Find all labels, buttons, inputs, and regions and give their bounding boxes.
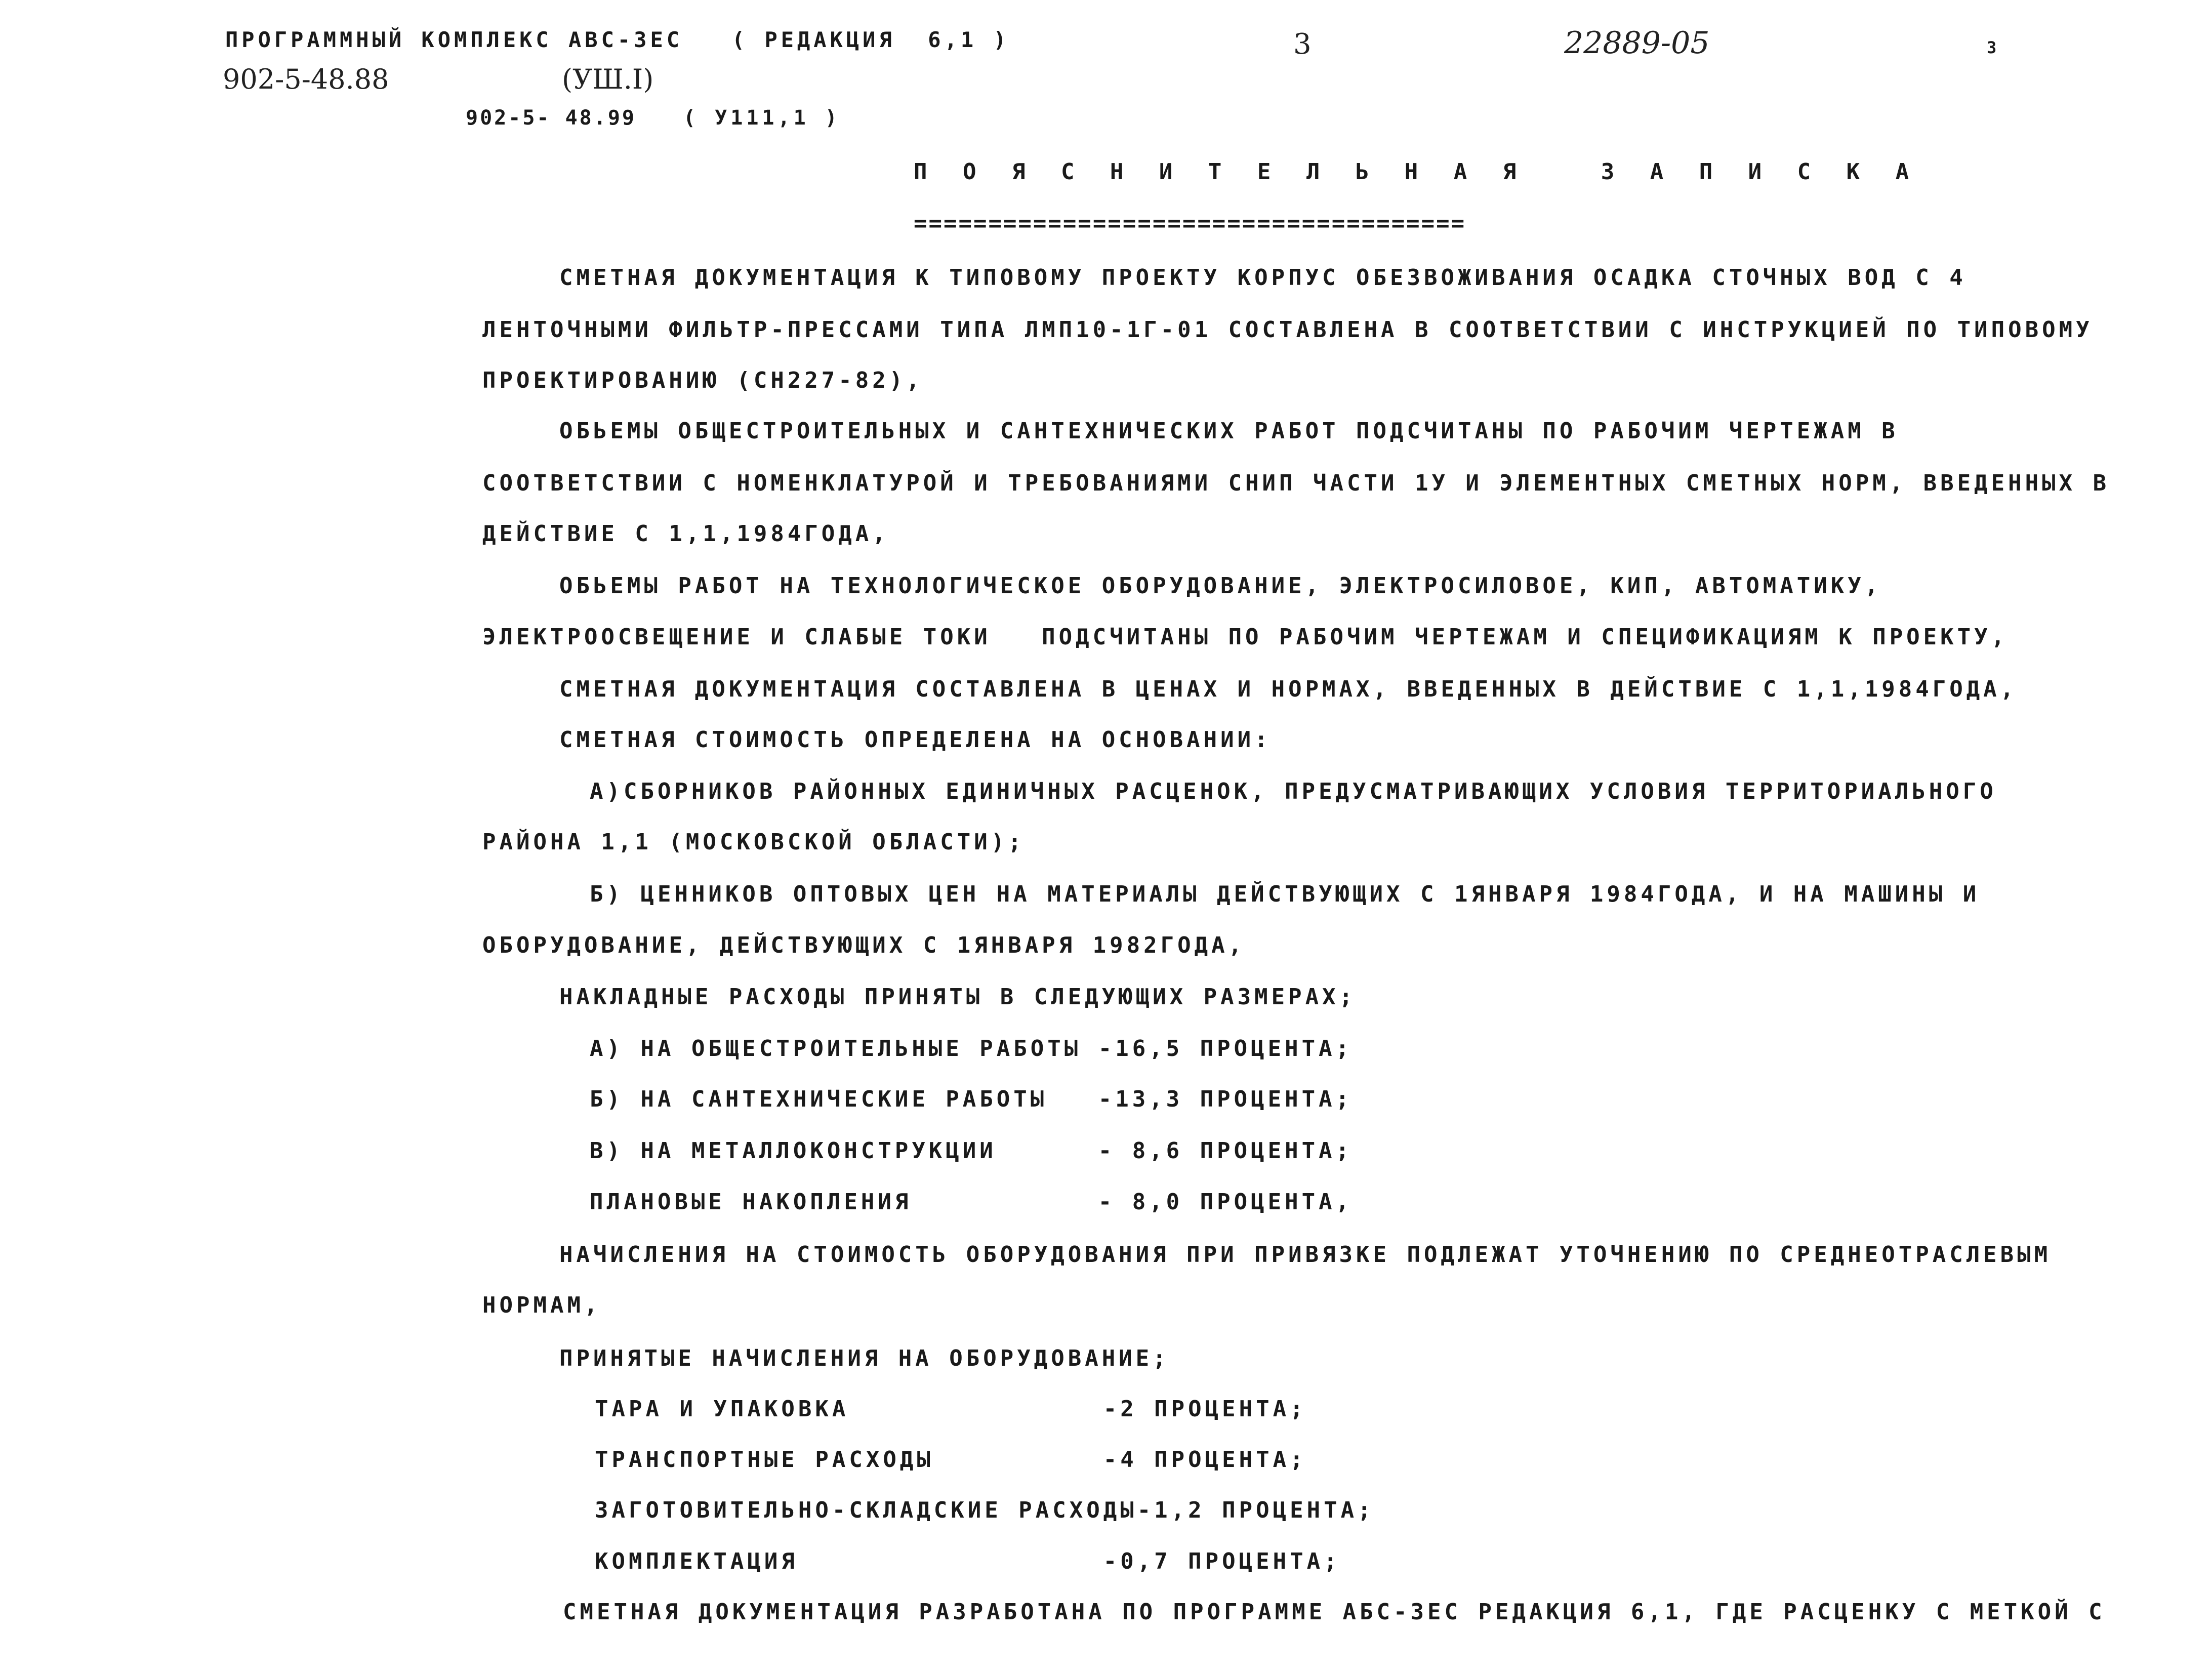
body-line: КОМПЛЕКТАЦИЯ -0,7 ПРОЦЕНТА; bbox=[595, 1548, 1341, 1574]
project-code: 902-5-48.88 bbox=[223, 63, 389, 95]
project-code-2: 902-5- 48.99 bbox=[466, 106, 636, 130]
page-number: 3 bbox=[1293, 28, 1312, 61]
body-line: ЛЕНТОЧНЫМИ ФИЛЬТР-ПРЕССАМИ ТИПА ЛМП10-1Г-01 СОСТАВЛЕНА В СООТВЕТСТВИИ С ИНСТРУКЦИЕЙ ПО ТИПОВОМУ bbox=[482, 317, 2093, 343]
body-line: Б) ЦЕННИКОВ ОПТОВЫХ ЦЕН НА МАТЕРИАЛЫ ДЕЙСТВУЮЩИХ С 1ЯНВАРЯ 1984ГОДА, И НА МАШИНЫ И bbox=[590, 881, 1980, 907]
program-header: ПРОГРАММНЫЙ КОМПЛЕКС АВС-3ЕС ( РЕДАКЦИЯ 6,1 ) bbox=[225, 27, 1010, 52]
body-line: РАЙОНА 1,1 (МОСКОВСКОЙ ОБЛАСТИ); bbox=[482, 829, 1025, 855]
body-line: ДЕЙСТВИЕ С 1,1,1984ГОДА, bbox=[482, 521, 889, 547]
document-number: 22889-05 bbox=[1564, 25, 1710, 61]
body-line: А)СБОРНИКОВ РАЙОННЫХ ЕДИНИЧНЫХ РАСЦЕНОК, ПРЕДУСМАТРИВАЮЩИХ УСЛОВИЯ ТЕРРИТОРИАЛЬНОГО bbox=[590, 779, 1997, 804]
body-line: ПРОЕКТИРОВАНИЮ (СН227-82), bbox=[482, 368, 923, 393]
body-line: НАКЛАДНЫЕ РАСХОДЫ ПРИНЯТЫ В СЛЕДУЮЩИХ РАЗМЕРАХ; bbox=[559, 984, 1357, 1010]
body-line: ПРИНЯТЫЕ НАЧИСЛЕНИЯ НА ОБОРУДОВАНИЕ; bbox=[559, 1345, 1170, 1371]
volume-code: (УШ.I) bbox=[562, 63, 654, 95]
body-line: НОРМАМ, bbox=[482, 1292, 601, 1318]
corner-page-number: 3 bbox=[1987, 38, 2000, 57]
body-line: А) НА ОБЩЕСТРОИТЕЛЬНЫЕ РАБОТЫ -16,5 ПРОЦЕНТА; bbox=[590, 1036, 1353, 1061]
body-line: ОБЬЕМЫ ОБЩЕСТРОИТЕЛЬНЫХ И САНТЕХНИЧЕСКИХ РАБОТ ПОДСЧИТАНЫ ПО РАБОЧИМ ЧЕРТЕЖАМ В bbox=[559, 418, 1899, 444]
document-title: П О Я С Н И Т Е Л Ь Н А Я З А П И С К А bbox=[914, 159, 1920, 185]
body-line: ПЛАНОВЫЕ НАКОПЛЕНИЯ - 8,0 ПРОЦЕНТА, bbox=[590, 1189, 1353, 1215]
body-line: СМЕТНАЯ ДОКУМЕНТАЦИЯ К ТИПОВОМУ ПРОЕКТУ КОРПУС ОБЕЗВОЖИВАНИЯ ОСАДКА СТОЧНЫХ ВОД С 4 bbox=[559, 265, 1967, 291]
body-line: ЗАГОТОВИТЕЛЬНО-СКЛАДСКИЕ РАСХОДЫ-1,2 ПРОЦЕНТА; bbox=[595, 1497, 1375, 1523]
body-line: ОБОРУДОВАНИЕ, ДЕЙСТВУЮЩИХ С 1ЯНВАРЯ 1982ГОДА, bbox=[482, 932, 1246, 958]
body-line: СМЕТНАЯ ДОКУМЕНТАЦИЯ РАЗРАБОТАНА ПО ПРОГРАММЕ АБС-3ЕС РЕДАКЦИЯ 6,1, ГДЕ РАСЦЕНКУ С МЕТКОЙ С bbox=[563, 1599, 2106, 1625]
body-line: СООТВЕТСТВИИ С НОМЕНКЛАТУРОЙ И ТРЕБОВАНИЯМИ СНИП ЧАСТИ 1У И ЭЛЕМЕНТНЫХ СМЕТНЫХ НОРМ, ВВЕДЕННЫХ В bbox=[482, 470, 2110, 496]
body-line: СМЕТНАЯ ДОКУМЕНТАЦИЯ СОСТАВЛЕНА В ЦЕНАХ И НОРМАХ, ВВЕДЕННЫХ В ДЕЙСТВИЕ С 1,1,1984ГОДА, bbox=[559, 676, 2018, 702]
body-line: СМЕТНАЯ СТОИМОСТЬ ОПРЕДЕЛЕНА НА ОСНОВАНИИ: bbox=[559, 727, 1272, 753]
body-line: В) НА МЕТАЛЛОКОНСТРУКЦИИ - 8,6 ПРОЦЕНТА; bbox=[590, 1138, 1353, 1164]
body-line: ЭЛЕКТРООСВЕЩЕНИЕ И СЛАБЫЕ ТОКИ ПОДСЧИТАНЫ ПО РАБОЧИМ ЧЕРТЕЖАМ И СПЕЦИФИКАЦИЯМ К ПРОЕКТУ, bbox=[482, 624, 2009, 650]
body-line: ТРАНСПОРТНЫЕ РАСХОДЫ -4 ПРОЦЕНТА; bbox=[595, 1447, 1307, 1473]
body-line: ОБЬЕМЫ РАБОТ НА ТЕХНОЛОГИЧЕСКОЕ ОБОРУДОВАНИЕ, ЭЛЕКТРОСИЛОВОЕ, КИП, АВТОМАТИКУ, bbox=[559, 573, 1882, 599]
body-line: ТАРА И УПАКОВКА -2 ПРОЦЕНТА; bbox=[595, 1396, 1307, 1422]
body-line: НАЧИСЛЕНИЯ НА СТОИМОСТЬ ОБОРУДОВАНИЯ ПРИ ПРИВЯЗКЕ ПОДЛЕЖАТ УТОЧНЕНИЮ ПО СРЕДНЕОТРАСЛЕВЫМ bbox=[559, 1242, 2052, 1268]
volume-code-2: ( У111,1 ) bbox=[683, 106, 841, 130]
body-line: Б) НА САНТЕХНИЧЕСКИЕ РАБОТЫ -13,3 ПРОЦЕНТА; bbox=[590, 1086, 1353, 1112]
title-underline: ===================================== bbox=[914, 211, 1466, 236]
